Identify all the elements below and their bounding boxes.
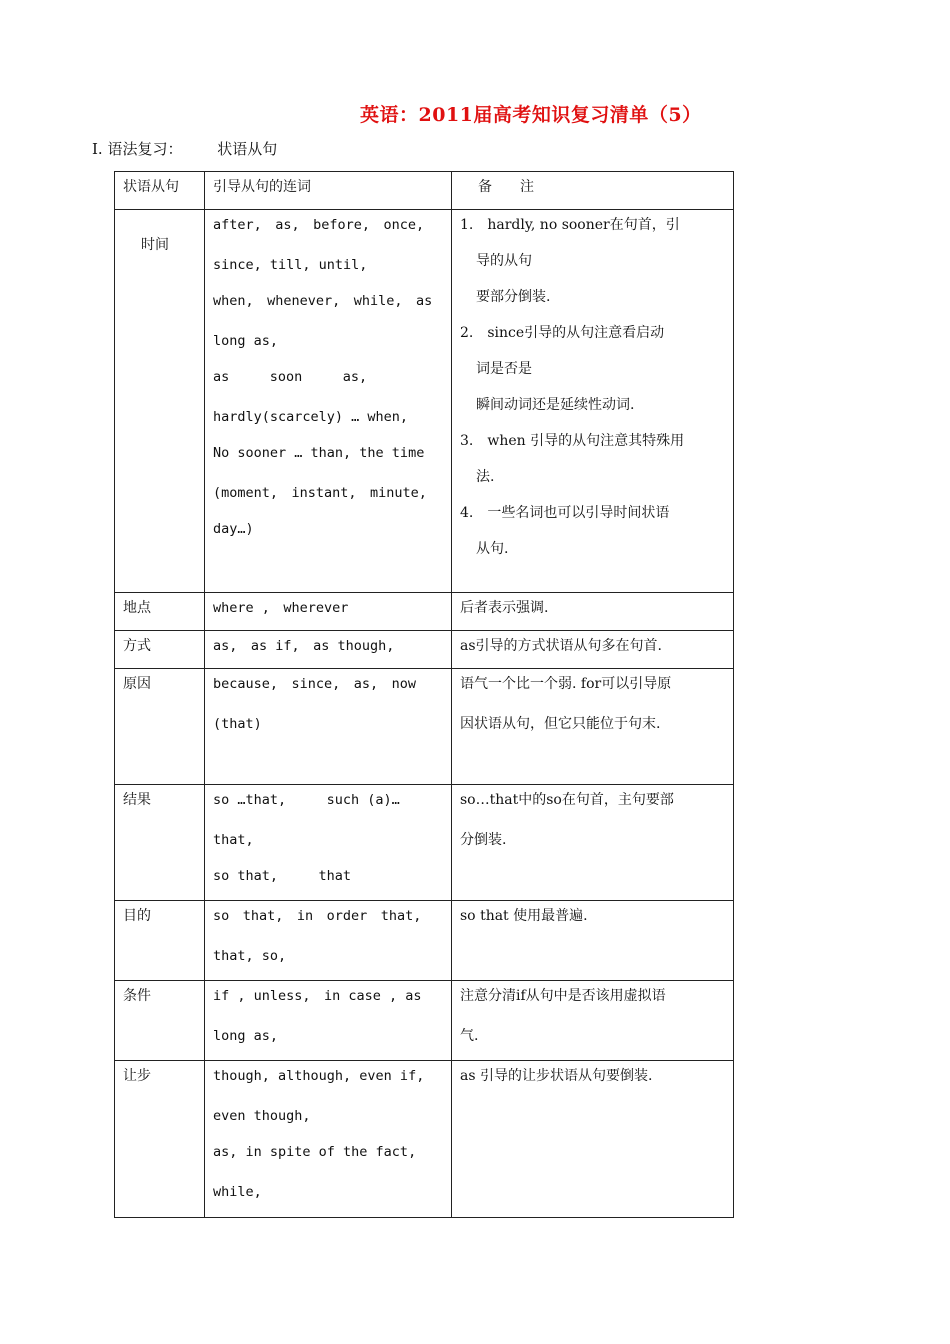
note-line: 要部分倒装.	[476, 289, 551, 305]
row-conjunctions	[205, 1061, 452, 1218]
note-line: 后者表示强调.	[460, 600, 549, 616]
row-category: 时间	[115, 210, 205, 593]
note-line: 瞬间动词还是延续性动词.	[476, 397, 635, 413]
conjunction-line: as, as if, as though,	[213, 638, 395, 654]
table-row	[115, 593, 734, 631]
table-row	[115, 210, 734, 593]
row-category: 结果	[115, 785, 205, 901]
note-line: 分倒装.	[460, 832, 507, 848]
conjunction-line: so …that, such (a)…	[213, 792, 400, 808]
table-row	[115, 981, 734, 1061]
conjunction-line: though, although, even if,	[213, 1068, 425, 1084]
note-line: as 引导的让步状语从句要倒装.	[460, 1068, 653, 1084]
document-title: 英语：2011届高考知识复习清单（5）	[360, 104, 702, 126]
row-category: 原因	[115, 669, 205, 785]
conjunction-line: since, till, until,	[213, 257, 368, 273]
conjunction-line: that, so,	[213, 948, 287, 964]
table-row	[115, 669, 734, 785]
conjunction-line: (that)	[213, 716, 262, 732]
row-notes	[452, 1061, 734, 1218]
conjunction-line: because, since, as, now	[213, 676, 417, 692]
conjunction-line: long as,	[213, 333, 279, 349]
section-number: I.	[92, 140, 103, 158]
conjunction-line: (moment, instant, minute,	[213, 485, 427, 501]
conjunction-line: where , wherever	[213, 600, 349, 616]
row-category: 让步	[115, 1061, 205, 1218]
note-line: 法.	[476, 469, 495, 485]
row-conjunctions	[205, 210, 452, 593]
conjunction-line: No sooner … than, the time	[213, 445, 425, 461]
clause-table	[114, 171, 734, 1218]
row-category: 方式	[115, 631, 205, 669]
conjunction-line: day…)	[213, 521, 254, 537]
table-row	[115, 631, 734, 669]
conjunction-line: so that, that	[213, 868, 352, 884]
table-row	[115, 785, 734, 901]
row-category: 条件	[115, 981, 205, 1061]
row-conjunctions	[205, 631, 452, 669]
conjunction-line: if , unless, in case , as	[213, 988, 422, 1004]
row-notes	[452, 210, 734, 593]
conjunction-line: that,	[213, 832, 254, 848]
note-line: 1. hardly, no sooner在句首，引	[460, 217, 680, 233]
table-row	[115, 901, 734, 981]
header-conjunctions: 引导从句的连词	[205, 172, 452, 210]
note-line: 3. when 引导的从句注意其特殊用	[460, 433, 685, 449]
row-conjunctions	[205, 785, 452, 901]
conjunction-line: as, in spite of the fact,	[213, 1144, 417, 1160]
note-line: as引导的方式状语从句多在句首.	[460, 638, 662, 654]
section-heading	[92, 138, 277, 159]
row-notes	[452, 785, 734, 901]
row-conjunctions	[205, 669, 452, 785]
note-line: 语气一个比一个弱. for可以引导原	[460, 676, 672, 692]
row-conjunctions	[205, 981, 452, 1061]
section-label: 语法复习：	[107, 140, 183, 158]
conjunction-line: hardly(scarcely) … when,	[213, 409, 409, 425]
note-line: so…that中的so在句首，主句要部	[460, 792, 674, 808]
note-line: 气.	[460, 1028, 479, 1044]
table-header-row	[115, 172, 734, 210]
conjunction-line: while,	[213, 1184, 262, 1200]
note-line: 4. 一些名词也可以引导时间状语	[460, 505, 670, 521]
row-notes	[452, 669, 734, 785]
conjunction-line: when, whenever, while, as	[213, 293, 433, 309]
conjunction-line: even though,	[213, 1108, 311, 1124]
row-conjunctions	[205, 901, 452, 981]
conjunction-line: long as,	[213, 1028, 279, 1044]
note-line: 导的从句	[476, 253, 532, 269]
conjunction-line: so that, in order that,	[213, 908, 422, 924]
row-notes	[452, 981, 734, 1061]
note-line: 因状语从句，但它只能位于句末.	[460, 716, 661, 732]
row-notes	[452, 593, 734, 631]
note-line: 从句.	[476, 541, 509, 557]
row-category: 目的	[115, 901, 205, 981]
row-notes	[452, 631, 734, 669]
note-line: 2. since引导的从句注意看启动	[460, 325, 665, 341]
header-notes: 备 注	[452, 172, 734, 210]
row-notes	[452, 901, 734, 981]
note-line: 词是否是	[476, 361, 532, 377]
row-conjunctions	[205, 593, 452, 631]
section-topic: 状语从句	[217, 140, 278, 158]
row-category: 地点	[115, 593, 205, 631]
table-row	[115, 1061, 734, 1218]
header-category: 状语从句	[115, 172, 205, 210]
conjunction-line: as soon as,	[213, 369, 368, 385]
note-line: 注意分清if从句中是否该用虚拟语	[460, 988, 666, 1004]
conjunction-line: after, as, before, once,	[213, 217, 425, 233]
note-line: so that 使用最普遍.	[460, 908, 588, 924]
